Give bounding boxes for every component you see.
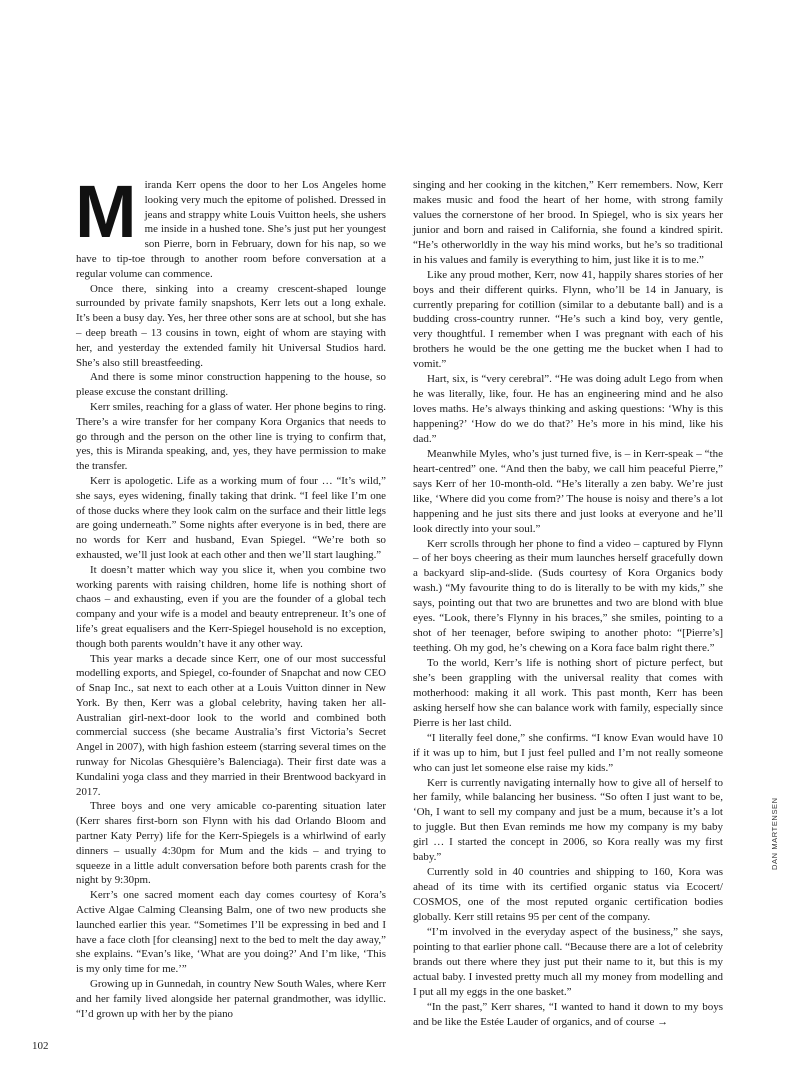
article-column-right: [413, 178, 723, 1029]
article-paragraph: And there is some minor construction happening to the house, so please excuse the constant drilling.: [76, 371, 386, 399]
article-paragraph-continues: “In the past,” Kerr shares, “I wanted to hand it down to my boys and be like the Estée Lauder of organics, and of course →: [413, 1000, 723, 1028]
article-paragraph: “I literally feel done,” she confirms. “I know Evan would have 10 if it was up to him, but I just feel pulled and I’m not really someone who can just let someone else raise my kids.”: [413, 731, 723, 774]
article-paragraph: It doesn’t matter which way you slice it, when you combine two working parents with raising children, home life is nothing short of chaos – and exhausting, even if you are the founder of a global tech company and your wife is a model and beauty entrepreneur. It’s one of life’s great equalisers and the Kerr-Spiegel household is no exception, though both parents wouldn’t have it any other way.: [76, 563, 386, 650]
lead-text: iranda Kerr opens the door to her Los Angeles home looking very much the epitome of polished. Dressed in jeans and strappy white Louis Vuitton heels, she ushers me inside in a hushed tone. She’s just put her youngest son Pierre, born in February, down for his nap, so we have to tip-toe through to another room before conversation at a regular volume can commence.: [76, 179, 386, 280]
article-paragraph: Growing up in Gunnedah, in country New South Wales, where Kerr and her family lived alongside her paternal grandmother, was idyllic. “I’d grown up with her by the piano: [76, 978, 386, 1020]
article-paragraph: Hart, six, is “very cerebral”. “He was doing adult Lego from when he was literally, like, four. He has an engineering mind and he also loves maths. He’s always thinking and asking questions: ‘Why is this happening?’ ‘How do we do that?’ He’s more in his mind, like his dad.”: [413, 373, 723, 445]
drop-cap: M: [75, 170, 137, 253]
article-paragraph: Once there, sinking into a creamy crescent-shaped lounge surrounded by private family snapshots, Kerr lets out a long exhale. It’s been a busy day. Yes, her three other sons are at school, but she has – deep breath – 13 cousins in town, eight of whom are staying with her, and yesterday the extended family hit Universal Studios hard. She’s also still breastfeeding.: [76, 282, 386, 369]
article-paragraph: Three boys and one very amicable co-parenting situation later (Kerr shares first-born son Flynn with his dad Orlando Bloom and partner Katy Perry) life for the Kerr-Spiegels is a whirlwind of early dinners – usually 4:30pm for Mum and the kids – and trying to squeeze in a little adult conversation before both parents crash for the night by 9:30pm.: [76, 800, 386, 887]
article-paragraph: Kerr’s one sacred moment each day comes courtesy of Kora’s Active Algae Calming Cleansing Balm, one of two new products she launched earlier this year. “Sometimes I’ll be expressing in bed and I have a face cloth [for cleansing] next to the bed to melt the day away,” she explains. “Evan’s like, ‘What are you doing?’ And I’m like, ‘This is my only time for me.’”: [76, 889, 386, 976]
article-paragraph: Currently sold in 40 countries and shipping to 160, Kora was ahead of its time with its certified organic status via Ecocert/ COSMOS, one of the most reputed organic certification bodies globally. Kerr still retains 95 per cent of the company.: [413, 866, 723, 923]
article-paragraph: This year marks a decade since Kerr, one of our most successful modelling exports, and Spiegel, co-founder of Snapchat and now CEO of Snap Inc., sat next to each other at a Louis Vuitton dinner in New York. By then, Kerr was a global celebrity, having taken her all-Australian girl-next-door look to the world and combined both commercial success (she became Australia’s first Victoria’s Secret Angel in 2007), with high fashion esteem (starring several times on the runway for Nicolas Ghesquière’s Balenciaga). Their first date was a Kundalini yoga class and they married in their Brentwood backyard in 2017.: [76, 652, 386, 798]
article-paragraph: “I’m involved in the everyday aspect of the business,” she says, pointing to that earlier phone call. “Because there are a lot of celebrity brands out there where they just put their name to it, but this is my actual baby. I invested pretty much all my money from modelling and I put all my eggs in the one basket.”: [413, 925, 723, 998]
article-paragraph: Meanwhile Myles, who’s just turned five, is – in Kerr-speak – “the heart-centred” one. “And then the baby, we call him peaceful Pierre,” says Kerr of her 10-month-old. “He’s literally a zen baby. We’re just like, ‘Where did you come from?’ The house is noisy and there’s a lot happening and he just sits there and just looks at everyone and he’ll look directly into your soul.”: [413, 447, 723, 535]
article-paragraph: Kerr scrolls through her phone to find a video – captured by Flynn – of her boys cheering as their mum launches herself gracefully down a backyard slip-and-slide. (Suds courtesy of Kora Organics body wash.) “My favourite thing to do is literally to be with my kids,” she says, pointing out that two are brunettes and two are blond with blue eyes. “Look, there’s Flynny in his braces,” she smiles, pointing to a shot of her teenager, before swiping to another photo: “[Pierre’s] teething. Oh my god, he’s chewing on a Kora face balm right there.”: [413, 537, 723, 655]
photo-credit: [760, 760, 779, 870]
article-column-left: [75, 170, 386, 1021]
article-paragraph-lead: [75, 170, 386, 282]
article-paragraph: Kerr is apologetic. Life as a working mum of four … “It’s wild,” she says, eyes widening, finally taking that drink. “I feel like I’m one of those ducks where they look calm on the surface and their little legs are going underneath.” Some nights after everyone is in bed, there are no words for Kerr and husband, Evan Spiegel. “We’re both so exhausted, we’ll just look at each other and then we’ll start laughing.”: [76, 474, 386, 561]
page-number: 102: [32, 1040, 49, 1052]
photo-credit-text: DAN MARTENSEN: [770, 797, 779, 870]
article-paragraph: To the world, Kerr’s life is nothing short of picture perfect, but she’s been grappling with the universal reality that comes with motherhood: making it all work. This past month, Kerr has been asking herself how she can balance work with family, especially since Pierre is her last child.: [413, 657, 723, 729]
article-paragraph: Kerr is currently navigating internally how to give all of herself to her family, while balancing her business. “So often I just want to be, ‘Oh, I want to sell my company and just be a mum, because it’s a lot to juggle. But then Evan reminds me how my company is my baby girl … I started the concept in 2006, so Kora really was my first baby.”: [413, 776, 723, 864]
article-paragraph: Like any proud mother, Kerr, now 41, happily shares stories of her boys and their different quirks. Flynn, who’ll be 14 in January, is currently preparing for cotillion (similar to a debutante ball) and is a budding cross-country runner. “He’s such a kind boy, very gentle, very thoughtful. I remember when I was pregnant with each of his brothers he would be the one getting me the bucket when I had to vomit.”: [413, 268, 723, 371]
article-paragraph: Kerr smiles, reaching for a glass of water. Her phone begins to ring. There’s a wire transfer for her company Kora Organics that needs to go through and the person on the other line is trying to confirm that, yes, this is Miranda speaking, and, yes, they have permission to make the transfer.: [76, 400, 386, 473]
article-paragraph-continued: singing and her cooking in the kitchen,” Kerr remembers. Now, Kerr makes music and food the heart of her home, with strong family values the cornerstone of her brood. In Spiegel, who is six years her junior and born and raised in California, she found a kindred spirit. “He’s otherworldly in the way his mind works, but he’s so traditional in his values and family is everything to him, just like it is to me.”: [413, 179, 723, 266]
